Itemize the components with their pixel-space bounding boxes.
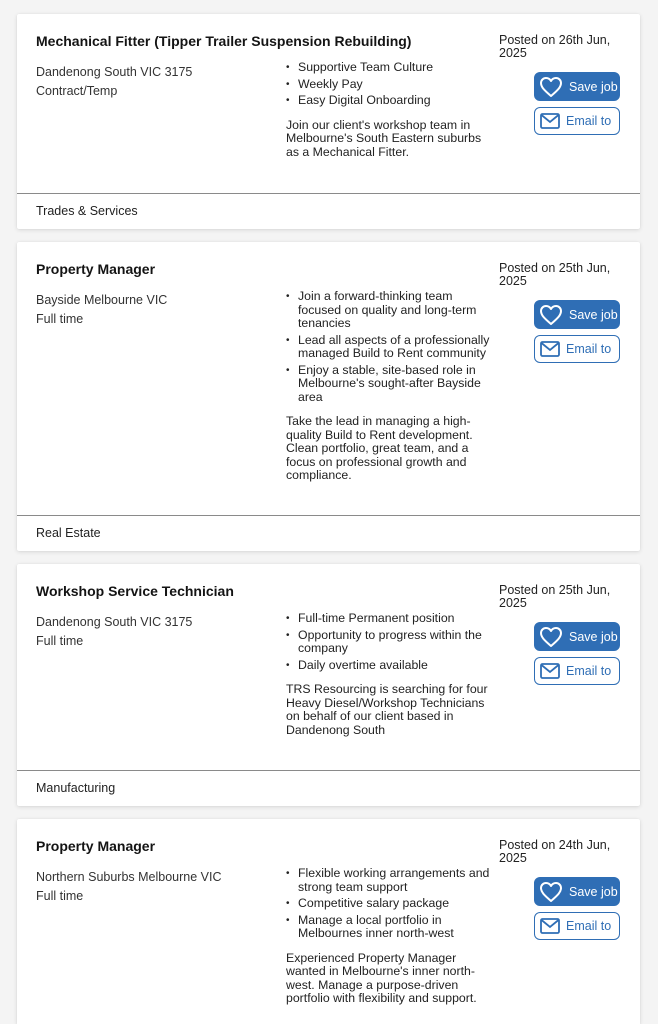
job-bullet: • Full-time Permanent position (286, 612, 491, 626)
job-bullet: • Daily overtime available (286, 659, 491, 673)
job-location: Dandenong South VIC 3175 (36, 615, 193, 629)
job-work-type: Full time (36, 889, 84, 903)
email-to-label: Email to (566, 664, 612, 678)
job-category: Real Estate (17, 515, 640, 551)
save-job-button[interactable] (534, 300, 620, 329)
job-summary: TRS Resourcing is searching for four Heavy Diesel/Workshop Technicians on behalf of our client based in Dandenong South (286, 682, 488, 737)
job-work-type: Full time (36, 312, 84, 326)
heart-icon (539, 626, 563, 648)
job-meta (36, 868, 222, 906)
job-bullet: • Supportive Team Culture (286, 61, 491, 75)
job-posted-date: Posted on 26th Jun, 2025 (499, 33, 611, 60)
envelope-icon (540, 918, 560, 934)
job-details (286, 290, 491, 483)
heart-icon (539, 304, 563, 326)
job-bullet: • Easy Digital Onboarding (286, 94, 491, 108)
job-title[interactable]: Workshop Service Technician (36, 583, 234, 599)
job-bullet: • Competitive salary package (286, 897, 491, 911)
job-card (17, 242, 640, 551)
save-job-button[interactable] (534, 877, 620, 906)
heart-icon (539, 881, 563, 903)
job-posted-date: Posted on 25th Jun, 2025 (499, 261, 611, 288)
save-job-label: Save job (569, 629, 618, 644)
email-to-button[interactable] (534, 657, 620, 685)
job-bullets (286, 290, 491, 404)
job-details (286, 612, 491, 737)
email-to-button[interactable] (534, 335, 620, 363)
email-to-label: Email to (566, 919, 612, 933)
job-meta (36, 63, 192, 101)
job-bullet: • Flexible working arrangements and strong team support (286, 867, 491, 894)
save-job-label: Save job (569, 307, 618, 322)
job-bullet: • Opportunity to progress within the company (286, 629, 491, 656)
email-to-label: Email to (566, 114, 612, 128)
envelope-icon (540, 663, 560, 679)
job-posted-date: Posted on 24th Jun, 2025 (499, 838, 611, 865)
job-summary: Join our client's workshop team in Melbourne's South Eastern suburbs as a Mechanical Fitter. (286, 117, 482, 159)
job-bullet: • Manage a local portfolio in Melbournes inner north-west (286, 914, 491, 941)
email-to-button[interactable] (534, 912, 620, 940)
job-bullet: • Join a forward-thinking team focused on quality and long-term tenancies (286, 290, 491, 331)
save-job-label: Save job (569, 884, 618, 899)
job-details (286, 61, 491, 159)
job-category: Manufacturing (17, 770, 640, 806)
job-title[interactable]: Property Manager (36, 838, 156, 854)
job-title[interactable]: Property Manager (36, 261, 156, 277)
job-bullet: • Weekly Pay (286, 78, 491, 92)
job-bullet: • Enjoy a stable, site-based role in Melbourne's sought-after Bayside area (286, 364, 491, 405)
job-posted-date: Posted on 25th Jun, 2025 (499, 583, 611, 610)
job-title[interactable]: Mechanical Fitter (Tipper Trailer Suspension Rebuilding) (36, 33, 412, 49)
job-summary: Experienced Property Manager wanted in Melbourne's inner north-west. Manage a purpose-driven portfolio with flexibility and support. (286, 950, 477, 1005)
job-bullets (286, 867, 491, 941)
save-job-button[interactable] (534, 72, 620, 101)
job-location: Northern Suburbs Melbourne VIC (36, 870, 222, 884)
job-bullets (286, 61, 491, 108)
job-bullets (286, 612, 491, 672)
save-job-button[interactable] (534, 622, 620, 651)
envelope-icon (540, 113, 560, 129)
email-to-button[interactable] (534, 107, 620, 135)
heart-icon (539, 76, 563, 98)
job-card (17, 564, 640, 806)
job-meta (36, 613, 192, 651)
job-category: Trades & Services (17, 193, 640, 229)
job-details (286, 867, 491, 1006)
email-to-label: Email to (566, 342, 612, 356)
job-meta (36, 291, 167, 329)
job-card (17, 819, 640, 1024)
job-work-type: Full time (36, 634, 84, 648)
job-summary: Take the lead in managing a high-quality Build to Rent development. Clean portfolio, great team, and a focus on professional growth and compliance. (286, 414, 473, 482)
job-location: Bayside Melbourne VIC (36, 293, 168, 307)
job-location: Dandenong South VIC 3175 (36, 65, 193, 79)
job-work-type: Contract/Temp (36, 84, 118, 98)
save-job-label: Save job (569, 79, 618, 94)
job-card (17, 14, 640, 229)
envelope-icon (540, 341, 560, 357)
job-bullet: • Lead all aspects of a professionally managed Build to Rent community (286, 334, 491, 361)
